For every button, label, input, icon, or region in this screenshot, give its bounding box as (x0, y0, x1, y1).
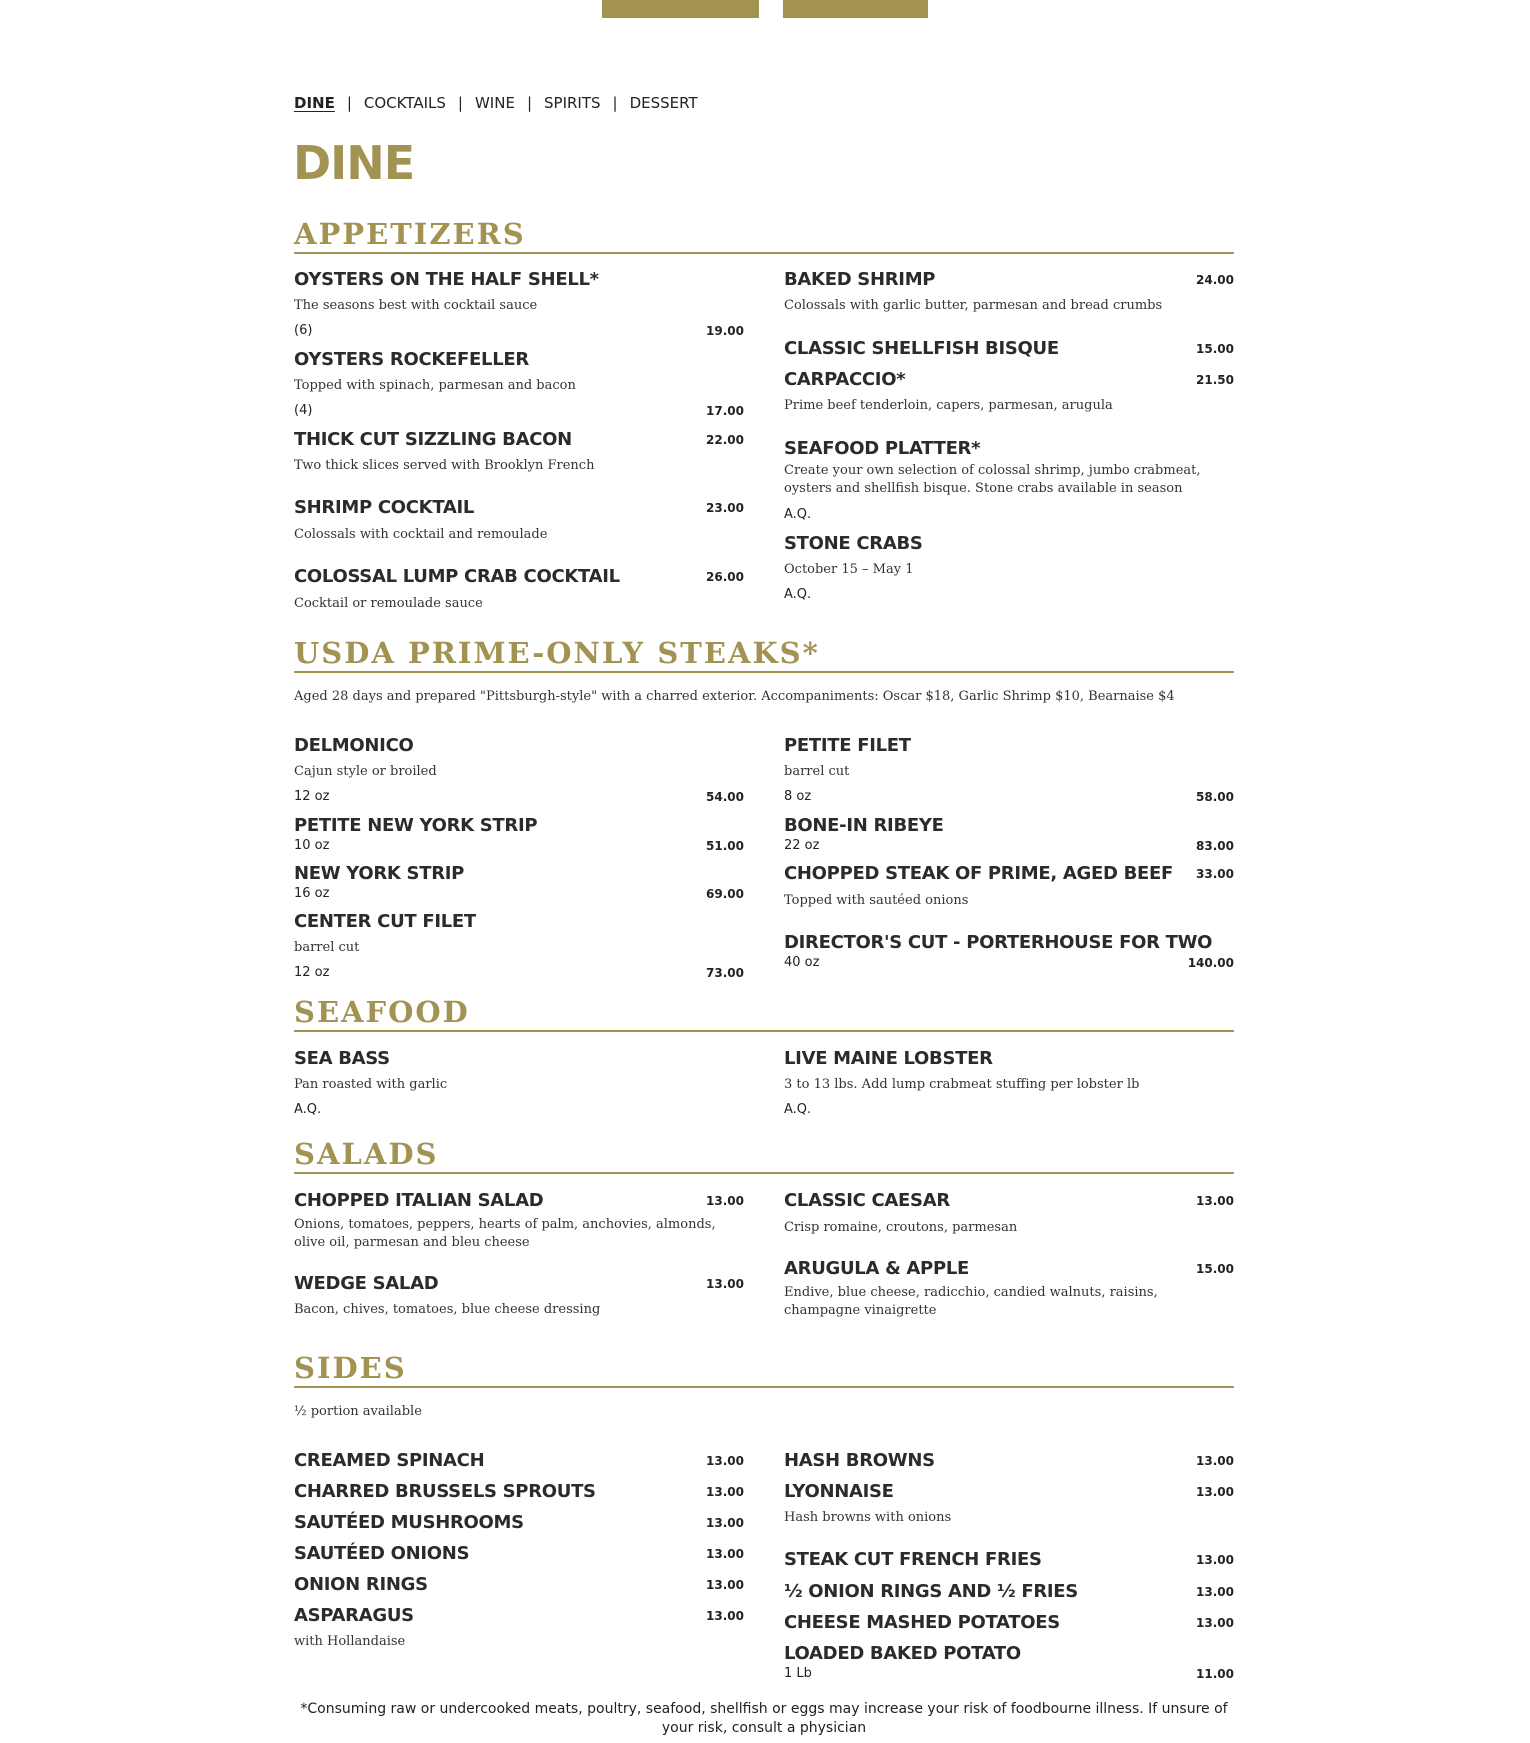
section-header-sides (294, 1350, 1234, 1388)
item-name: BAKED SHRIMP (784, 269, 936, 290)
item-description: Colossals with garlic butter, parmesan and bread crumbs (784, 298, 1163, 313)
item-price: 13.00 (706, 1454, 744, 1468)
item-name: OYSTERS ROCKEFELLER (294, 349, 529, 370)
item-name: WEDGE SALAD (294, 1273, 439, 1294)
item-size: A.Q. (784, 1102, 812, 1117)
item-size: 16 oz (294, 886, 330, 901)
item-price: 13.00 (706, 1516, 744, 1530)
item-name: BONE-IN RIBEYE (784, 815, 944, 836)
section-title: SALADS (294, 1137, 439, 1171)
item-description: Topped with spinach, parmesan and bacon (294, 378, 576, 393)
item-price: 19.00 (706, 324, 744, 338)
item-size: A.Q. (784, 507, 812, 522)
item-price: 58.00 (1196, 790, 1234, 804)
section-title: USDA PRIME-ONLY STEAKS* (294, 636, 820, 670)
section-header-steaks (294, 635, 1234, 673)
item-name: DELMONICO (294, 735, 414, 756)
item-price: 21.50 (1196, 373, 1234, 387)
item-name: THICK CUT SIZZLING BACON (294, 429, 572, 450)
item-name: CENTER CUT FILET (294, 911, 476, 932)
sides-note: ½ portion available (294, 1404, 422, 1419)
item-name: SAUTÉED MUSHROOMS (294, 1512, 524, 1533)
item-price: 51.00 (706, 839, 744, 853)
item-name: STONE CRABS (784, 533, 923, 554)
tab-separator: | (612, 94, 618, 112)
item-description: Create your own selection of colossal shrimp, jumbo crabmeat, oysters and shellfish bisque. Stone crabs available in season (784, 463, 1201, 496)
item-description: Two thick slices served with Brooklyn French (294, 458, 595, 473)
item-price: 13.00 (1196, 1485, 1234, 1499)
tab-wine[interactable]: WINE (474, 94, 515, 112)
item-price: 13.00 (1196, 1553, 1234, 1567)
item-name: ONION RINGS (294, 1574, 428, 1595)
item-price: 22.00 (706, 433, 744, 447)
item-price: 13.00 (706, 1194, 744, 1208)
item-name: CLASSIC SHELLFISH BISQUE (784, 338, 1059, 359)
item-description: Onions, tomatoes, peppers, hearts of palm, anchovies, almonds, olive oil, parmesan and bleu cheese (294, 1217, 716, 1250)
item-price: 13.00 (706, 1609, 744, 1623)
item-name: ½ ONION RINGS AND ½ FRIES (784, 1581, 1078, 1602)
top-nav-button-2[interactable] (783, 0, 928, 18)
steaks-note: Aged 28 days and prepared "Pittsburgh-style" with a charred exterior. Accompaniments: Oscar $18, Garlic Shrimp $10, Bearnaise $4 (294, 689, 1175, 704)
item-description: Colossals with cocktail and remoulade (294, 527, 548, 542)
item-name: OYSTERS ON THE HALF SHELL* (294, 269, 599, 290)
item-price: 140.00 (1187, 956, 1234, 970)
tab-separator: | (526, 94, 532, 112)
item-price: 17.00 (706, 404, 744, 418)
item-name: PETITE FILET (784, 735, 911, 756)
item-price: 24.00 (1196, 273, 1234, 287)
item-price: 54.00 (706, 790, 744, 804)
item-description: October 15 – May 1 (784, 562, 914, 577)
item-price: 15.00 (1196, 1262, 1234, 1276)
item-name: SAUTÉED ONIONS (294, 1543, 470, 1564)
tab-spirits[interactable]: SPIRITS (544, 94, 601, 112)
item-name: LIVE MAINE LOBSTER (784, 1048, 993, 1069)
item-name: SHRIMP COCKTAIL (294, 497, 475, 518)
section-title: SEAFOOD (294, 995, 470, 1029)
menu-tabs (294, 92, 698, 114)
item-price: 13.00 (1196, 1454, 1234, 1468)
tab-dessert[interactable]: DESSERT (629, 94, 698, 112)
item-price: 33.00 (1196, 867, 1234, 881)
item-price: 11.00 (1196, 1667, 1234, 1681)
tab-dine[interactable]: DINE (294, 94, 335, 112)
item-name: NEW YORK STRIP (294, 863, 465, 884)
item-description: Cocktail or remoulade sauce (294, 596, 483, 611)
item-description: barrel cut (294, 940, 360, 955)
item-size: (6) (294, 323, 313, 338)
item-description: The seasons best with cocktail sauce (294, 298, 538, 313)
item-price: 69.00 (706, 887, 744, 901)
item-name: STEAK CUT FRENCH FRIES (784, 1549, 1042, 1570)
item-size: 1 Lb (784, 1666, 812, 1681)
top-nav-button-1[interactable] (602, 0, 759, 18)
item-price: 15.00 (1196, 342, 1234, 356)
item-price: 13.00 (706, 1277, 744, 1291)
item-name: CLASSIC CAESAR (784, 1190, 950, 1211)
item-price: 13.00 (706, 1485, 744, 1499)
item-size: 12 oz (294, 789, 330, 804)
health-disclaimer: *Consuming raw or undercooked meats, poultry, seafood, shellfish or eggs may increase your risk of foodbourne illness. If unsure of your risk, consult a physician (300, 1701, 1228, 1736)
tab-cocktails[interactable]: COCKTAILS (363, 94, 446, 112)
item-size: A.Q. (294, 1102, 322, 1117)
item-description: Cajun style or broiled (294, 764, 437, 779)
item-price: 13.00 (706, 1547, 744, 1561)
item-name: ARUGULA & APPLE (784, 1258, 970, 1279)
item-name: LOADED BAKED POTATO (784, 1643, 1021, 1664)
item-price: 73.00 (706, 966, 744, 980)
item-name: CREAMED SPINACH (294, 1450, 485, 1471)
item-description: Prime beef tenderloin, capers, parmesan, arugula (784, 398, 1113, 413)
item-description: Crisp romaine, croutons, parmesan (784, 1220, 1018, 1235)
item-price: 13.00 (1196, 1585, 1234, 1599)
item-price: 13.00 (706, 1578, 744, 1592)
item-name: SEAFOOD PLATTER* (784, 438, 981, 459)
item-description: Topped with sautéed onions (784, 893, 969, 908)
item-description: Bacon, chives, tomatoes, blue cheese dressing (294, 1302, 601, 1317)
tab-separator: | (346, 94, 352, 112)
item-name: CHOPPED ITALIAN SALAD (294, 1190, 544, 1211)
item-name: COLOSSAL LUMP CRAB COCKTAIL (294, 566, 620, 587)
item-size: 22 oz (784, 838, 820, 853)
item-price: 23.00 (706, 501, 744, 515)
tab-separator: | (457, 94, 463, 112)
item-name: HASH BROWNS (784, 1450, 935, 1471)
section-title: SIDES (294, 1351, 407, 1385)
item-size: 12 oz (294, 965, 330, 980)
item-size: 8 oz (784, 789, 812, 804)
item-name: PETITE NEW YORK STRIP (294, 815, 538, 836)
item-name: SEA BASS (294, 1048, 390, 1069)
item-price: 13.00 (1196, 1616, 1234, 1630)
item-price: 83.00 (1196, 839, 1234, 853)
item-size: (4) (294, 403, 313, 418)
item-description: barrel cut (784, 764, 850, 779)
item-size: A.Q. (784, 587, 812, 602)
section-title: APPETIZERS (294, 217, 526, 251)
item-name: LYONNAISE (784, 1481, 894, 1502)
item-name: CARPACCIO* (784, 369, 906, 390)
item-price: 26.00 (706, 570, 744, 584)
item-description: with Hollandaise (294, 1634, 406, 1649)
item-name: CHOPPED STEAK OF PRIME, AGED BEEF (784, 863, 1173, 884)
item-name: CHEESE MASHED POTATOES (784, 1612, 1060, 1633)
item-size: 10 oz (294, 838, 330, 853)
item-size: 40 oz (784, 955, 820, 970)
item-description: 3 to 13 lbs. Add lump crabmeat stuffing per lobster lb (784, 1077, 1140, 1092)
section-header-appetizers (294, 216, 1234, 254)
item-description: Hash browns with onions (784, 1510, 952, 1525)
section-header-seafood (294, 994, 1234, 1032)
item-name: ASPARAGUS (294, 1605, 414, 1626)
item-name: DIRECTOR'S CUT - PORTERHOUSE FOR TWO (784, 932, 1213, 953)
item-description: Pan roasted with garlic (294, 1077, 448, 1092)
item-name: CHARRED BRUSSELS SPROUTS (294, 1481, 596, 1502)
item-price: 13.00 (1196, 1194, 1234, 1208)
section-header-salads (294, 1136, 1234, 1174)
item-description: Endive, blue cheese, radicchio, candied walnuts, raisins, champagne vinaigrette (784, 1285, 1158, 1318)
page-title: DINE (293, 136, 415, 190)
